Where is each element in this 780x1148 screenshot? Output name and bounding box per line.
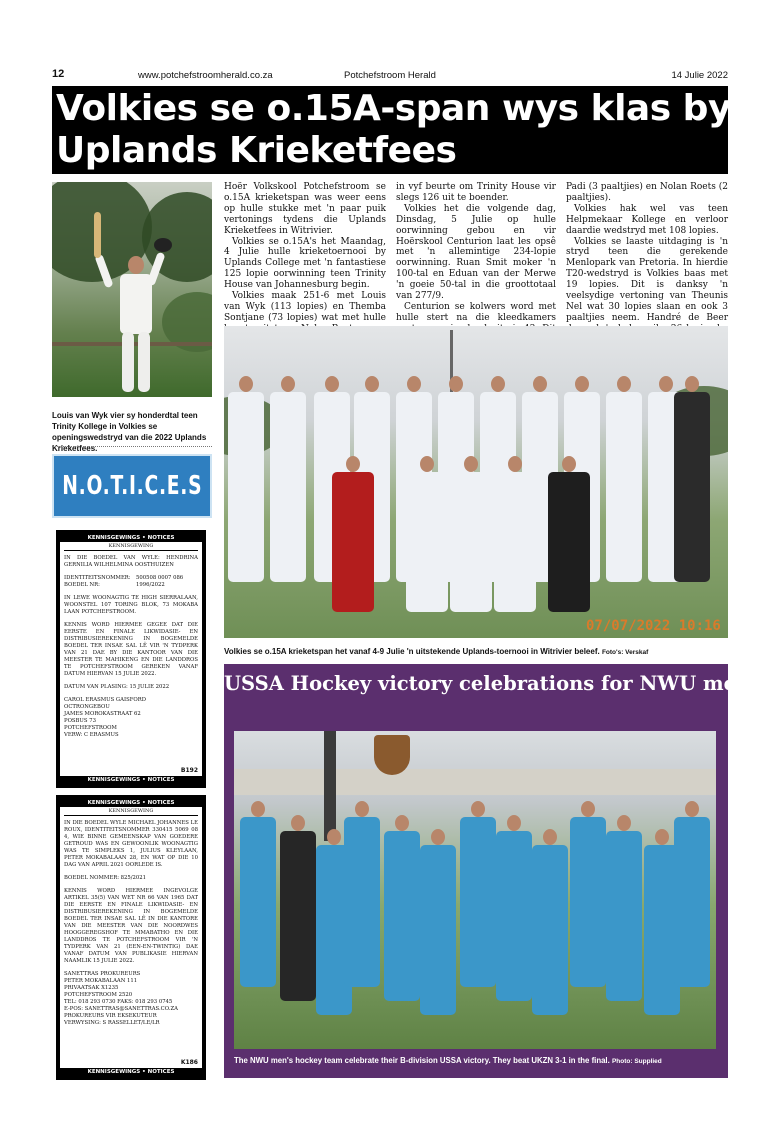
batsman-photo (52, 182, 212, 397)
article-paragraph: Padi (3 paaltjies) en Nolan Roets (2 paaltjies). (566, 182, 728, 203)
notice-paragraph: IN LEWE WOONAGTIG TE HIGH SIERRALAAN, WOONSTEL 107 TORING BLOK, 73 MOKABA LAAN POTCHEFSTROOM. (64, 595, 198, 615)
headline-line-1: Volkies se o.15A-span wys klas by (56, 88, 731, 129)
website-url[interactable]: www.potchefstroomherald.co.za (138, 70, 273, 81)
article-paragraph: Volkies hak wel vas teen Helpmekaar Kollege en verloor daardie wedstryd met 108 lopies. (566, 203, 728, 236)
article-paragraph: Volkies se o.15A's het Maandag, 4 Julie hulle krieketoernooi by Uplands College met 'n fantastiese 125 lopie oorwinning teen Trinity House van Johannesburg begin. (224, 236, 386, 291)
notice-row: BOEDEL NR: 1996/2022 (64, 582, 165, 588)
hockey-caption-credit: Photo: Supplied (611, 1058, 662, 1065)
notices-banner (52, 454, 212, 518)
notice-header: KENNISGEWINGS • NOTICES (60, 534, 202, 542)
article-paragraph: Volkies het die volgende dag, Dinsdag, 5 Julie op hulle oorwinning gebou en vir Hoërskool Centurion laat les opsê met 'n allemintige 234-lopie oorwinning. Ruan Smit moker 'n 100-tal en Eduan van der Merwe 'n goeie 50-tal in die groottotaal van 277/9. (396, 203, 556, 302)
hockey-caption (234, 1056, 724, 1065)
notice-paragraph: KENNIS WORD HIERMEE INGEVOLGE ARTIKEL 35(5) VAN WET NR 66 VAN 1965 DAT DIE EERSTE EN FINALE LIKWIDASIE- EN DISTRIBUSIEREKENING IN BOGEMELDE BOEDEL TER INSAE SAL LÊ IN DIE KANTORE VAN DIE MEESTER VAN DIE NOORDWES HOOGGEREGSHOF TE MMABATHO EN DIE LANDDROS TE POTCHEFSTROOM VIR 'N TYDPERK VAN 21 (EEN-EN-TWINTIG) DAE VANAF DATUM VAN PUBLIKASIE HIERVAN NAAMLIK 15 JULIE 2022. (64, 888, 198, 964)
article-paragraph: Volkies se laaste uitdaging is 'n stryd teen die gerekende Menlopark van Pretoria. In hierdie T20-wedstryd is Volkies baas met 19 lopies. Dit is danksy 'n veelsydige vertoning van Theunis Nel wat 30 lopies slaan en ook 3 paaltjies neem. Handré de Beer (566, 236, 728, 323)
headline (52, 86, 731, 174)
notice-address: SANETTRAS PROKUREURS PETER MOKABALAAN 111 PRIVAATSAK X1235 POTCHEFSTROOM 2520 TEL: 018 293 0730 FAKS: 018 293 0745 E-POS: SANETTRAS@SANETTRAS.CO.ZA PROKUREURS VIR EKSEKUTEUR VERWYSING: S RASSELLET/LE/LR (64, 971, 178, 1026)
notice-paragraph: BOEDEL NOMMER: 825/2021 (64, 875, 147, 881)
trophy-shield (374, 735, 410, 775)
notice-paragraph: KENNIS WORD HIERMEE GEGEE DAT DIE EERSTE EN FINALE LIKWIDASIE- EN DISTRIBUSIEREKENING IN BOGEMELDE BOEDEL TER INSAE SAL LÊ VIR 'N TYDPERK VAN 21 DAE BY DIE KANTOOR VAN DIE MEESTER TE MAHIKENG EN DIE LANDDROS TE POTCHEFSTROOM GEREKEN VANAF DATUM HIERVAN 15 JULIE 2022. (64, 622, 198, 677)
cricket-caption-credit: Foto's: Verskaf (601, 649, 649, 656)
hockey-title: USSA Hockey victory celebrations for NWU men (224, 672, 751, 695)
divider (52, 446, 212, 447)
notice-subheader: KENNISGEWING (64, 807, 198, 816)
batsman-photo-caption: Louis van Wyk vier sy honderdtal teen Trinity Kollege in Volkies se openingswedstryd van die 2022 Uplands Krieketfees. (52, 411, 207, 453)
newspaper-name: Potchefstroom Herald (344, 70, 436, 81)
issue-date: 14 Julie 2022 (671, 70, 728, 81)
notice-estate-name: IN DIE BOEDEL VAN WYLE: HENDRINA GERNILIA WILHELMINA OOSTHUIZEN (64, 555, 198, 568)
notice-paragraph: DATUM VAN PLASING: 15 JULIE 2022 (64, 684, 170, 690)
photo-timestamp: 07/07/2022 10:16 (586, 618, 721, 634)
article-paragraph: Centurion se kolwers word met hulle stert na die kleedkamers (396, 301, 556, 323)
notice-paragraph: IN DIE BOEDEL WYLE MICHAEL JOHANNES LE ROUX, IDENTITEITSNOMMER 330415 5069 08 4, WIE BINNE GEMEENSKAP VAN GOEDERE GETROUD WAS EN GEWOONLIK WOONAGTIG WAS TE SIMPLEKS 1, JULIUS KLEYLAAN, PETER MOKABALAAN 28, EN WAT OP DIE 10 DAG VAN APRIL 2021 OORLEDE IS. (64, 820, 198, 868)
page-header (52, 68, 728, 84)
article-paragraph: in vyf beurte om Trinity House vir slegs 126 uit te boender. (396, 182, 556, 203)
notice-row: IDENTITEITSNOMMER: 500508 0007 086 (64, 575, 184, 581)
notice-reference: B192 (180, 767, 198, 774)
notice-address: CAROL ERASMUS GAISFORD OCTRONGEBOU JAMES MOROKASTRAAT 62 POSBUS 73 POTCHEFSTROOM VERW: C ERASMUS (64, 697, 146, 738)
cricket-caption-text: Volkies se o.15A krieketspan het vanaf 4-9 Julie 'n uitstekende Uplands-toernooi in Witrivier beleef. (224, 647, 600, 656)
article-column-3 (566, 182, 728, 346)
notice-header: KENNISGEWINGS • NOTICES (60, 799, 202, 807)
notice-footer: KENNISGEWINGS • NOTICES (60, 776, 202, 784)
hockey-caption-text: The NWU men's hockey team celebrate their B-division USSA victory. They beat UKZN 3-1 in the final. (234, 1056, 610, 1065)
legal-notice-2 (56, 795, 206, 1080)
cricket-photo-caption (224, 646, 728, 658)
page-number: 12 (52, 68, 65, 80)
article-paragraph: Hoër Volkskool Potchefstroom se o.15A krieketspan was weer eens op hulle stukke met 'n paar puik vertonings tydens die Uplands Krieketfees in Witrivier. (224, 182, 386, 236)
article-paragraph: Volkies maak 251-6 met Louis van Wyk (113 lopies) en Themba Sontjane (73 lopies) wat met hulle (224, 291, 386, 323)
notice-footer: KENNISGEWINGS • NOTICES (60, 1068, 202, 1076)
cricket-team-photo (224, 326, 728, 638)
article-column-1 (224, 182, 386, 346)
headline-line-2: Uplands Krieketfees (56, 130, 457, 171)
notices-banner-text: N.O.T.I.C.E.S (61, 471, 203, 501)
hockey-team-photo (234, 731, 716, 1049)
legal-notice-1 (56, 530, 206, 788)
notice-subheader: KENNISGEWING (64, 542, 198, 551)
notice-reference: K186 (180, 1059, 198, 1066)
